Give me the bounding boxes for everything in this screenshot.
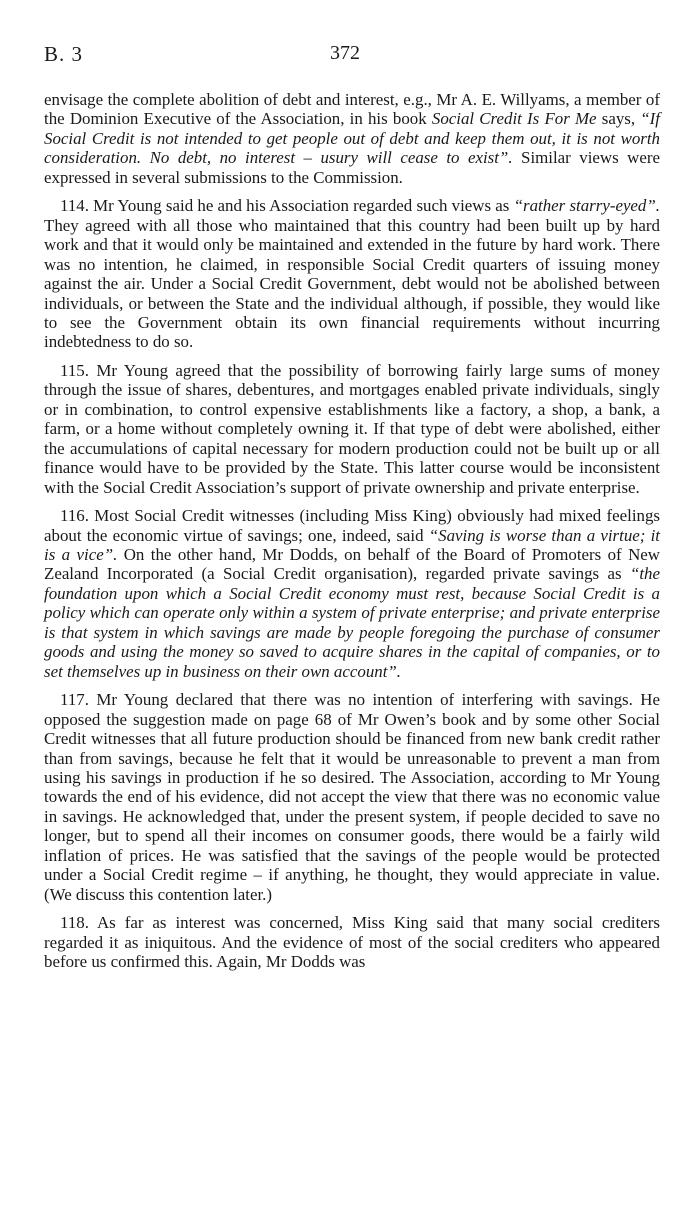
text-run: On the other hand, Mr Dodds, on behalf of the Board of Promoters of New Zealand Incorporated (a Social Credit organisation), regarded private savings as — [44, 544, 660, 584]
series-code: B. 3 — [44, 42, 84, 66]
paragraph-116 — [44, 506, 660, 681]
quotation: “rather starry-eyed”. — [513, 196, 660, 216]
text-run: envisage the complete abolition of debt and interest, e.g., Mr A. E. Willyams, a member of the Dominion Executive of the Association, in his book — [44, 90, 660, 129]
text-run: 114. Mr Young said he and his Association regarded such views as — [60, 196, 514, 216]
paragraph-117 — [44, 690, 660, 904]
text-run: They agreed with all those who maintained that this country had been built up by hard work and that it would only be maintained and extended in the future by hard work. There was no intention, he claimed, in responsible Social Credit quarters of issuing money against the air. Under a Social Credit Government, debt would not be abolished between individuals, or between the State and the individual although, if possible, they would like to see the Government obtain its own financial requirements without incurring indebtedness to do so. — [44, 215, 660, 352]
text-run: 115. Mr Young agreed that the possibility of borrowing fairly large sums of money through the issue of shares, debentures, and mortgages enabled private individuals, singly or in combination, to control expensive establishments like a factory, a shop, a bank, a farm, or a home without completely owning it. If that type of debt were abolished, either the accumulations of capital necessary for modern production could not be built up or all finance would have to be provided by the State. This latter course would be inconsistent with the Social Credit Association’s support of private ownership and private enterprise. — [44, 360, 660, 497]
paragraph-115 — [44, 361, 660, 497]
paragraph-118 — [44, 913, 660, 971]
text-run: Similar views were expressed in several submissions to the Commission. — [44, 148, 661, 187]
text-run: 118. As far as interest was concerned, Miss King said that many social crediters regarded it as iniquitous. And the evidence of most of the social crediters who appeared before us confirmed this. Again, Mr Dodds was — [44, 913, 660, 972]
page-number: 372 — [330, 42, 360, 64]
paragraph-114 — [44, 196, 660, 352]
quotation: “the foundation upon which a Social Credit economy must rest, because Social Credit is a policy which can operate only within a system of private enterprise; and private enterprise is that system in which savings are made by people foregoing the purchase of consumer goods and using the money so saved to acquire shares in the capital of companies, or to set themselves up in business on their own account”. — [44, 564, 660, 681]
quotation: “Saving is worse than a virtue; it is a vice”. — [44, 525, 660, 564]
paragraph-continuation — [44, 90, 660, 187]
text-run: 117. Mr Young declared that there was no intention of interfering with savings. He opposed the suggestion made on page 68 of Mr Owen’s book and by some other Social Credit witnesses that all future production should be financed from new bank credit rather than from savings, because he felt that it would be unreasonable to prevent a man from using his savings in production if he so desired. The Association, according to Mr Young towards the end of his evidence, did not accept the view that there was no economic value in savings. He acknowledged that, under the present system, if people decided to save no longer, but to spend all their incomes on consumer goods, there would be a fairly wild inflation of prices. He was satisfied that the savings of the people would be protected under a Social Credit regime – if anything, he thought, they would appreciate in value. (We discuss this contention later.) — [44, 690, 660, 904]
quotation: “If Social Credit is not intended to get people out of debt and keep them out, it is not worth consideration. No debt, no interest – usury will cease to exist”. — [44, 109, 660, 168]
text-run: 116. Most Social Credit witnesses (including Miss King) obviously had mixed feelings about the economic virtue of savings; one, indeed, said — [44, 506, 660, 545]
book-title: Social Credit Is For Me — [431, 109, 597, 129]
body-text — [44, 90, 660, 980]
text-run: says, — [596, 109, 641, 129]
